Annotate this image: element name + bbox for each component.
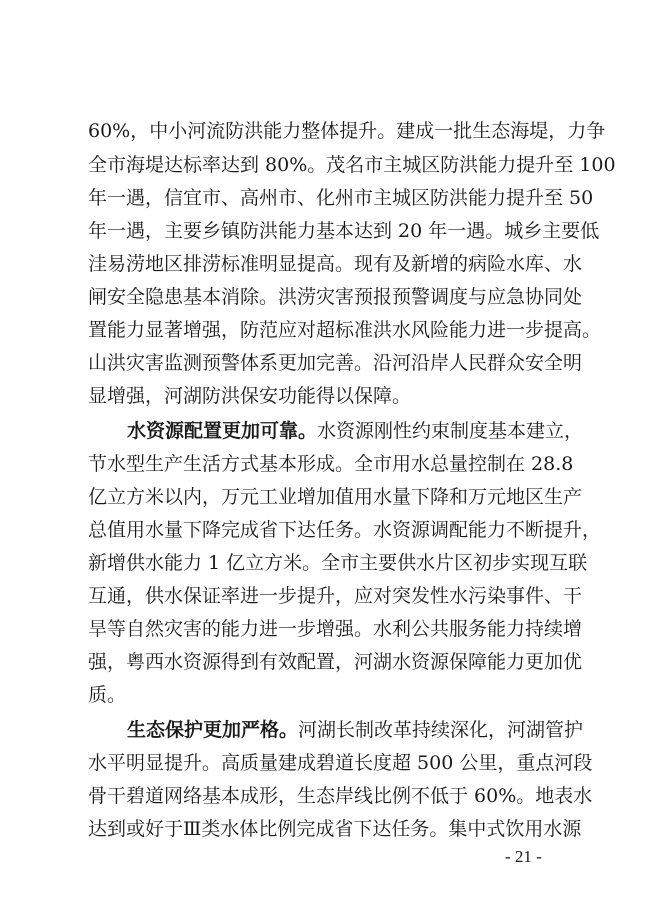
text-line: 互通，供水保证率进一步提升，应对突发性水污染事件、干 — [88, 585, 583, 607]
paragraph-first-line — [127, 418, 584, 444]
page-number: - 21 - — [505, 847, 542, 866]
text-line: 全市海堤达标率达到 80%。茂名市主城区防洪能力提升至 100 — [88, 154, 616, 176]
paragraph-heading: 水资源配置更加可靠。 — [127, 420, 318, 442]
text-line: 新增供水能力 1 亿立方米。全市主要供水片区初步实现互联 — [88, 552, 588, 574]
paragraph-heading: 生态保护更加严格。 — [127, 719, 299, 741]
text-line: 总值用水量下降完成省下达任务。水资源调配能力不断提升， — [88, 519, 602, 541]
text-line: 亿立方米以内，万元工业增加值用水量下降和万元地区生产 — [88, 486, 583, 508]
text-line: 骨干碧道网络基本成形，生态岸线比例不低于 60%。地表水 — [88, 785, 593, 807]
paragraph-first-line — [127, 717, 584, 743]
text-line: 山洪灾害监测预警体系更加完善。沿河沿岸人民群众安全明 — [88, 352, 583, 374]
text-line: 质。 — [88, 684, 127, 706]
text-line: 水平明显提升。高质量建成碧道长度超 500 公里，重点河段 — [88, 752, 593, 774]
text-line: 旱等自然灾害的能力进一步增强。水利公共服务能力持续增 — [88, 618, 583, 640]
text-span: 河湖长制改革持续深化，河湖管护 — [298, 719, 584, 741]
text-line: 60%，中小河流防洪能力整体提升。建成一批生态海堤，力争 — [88, 120, 606, 142]
text-line: 显增强，河湖防洪保安功能得以保障。 — [88, 385, 412, 407]
text-line: 置能力显著增强，防范应对超标准洪水风险能力进一步提高。 — [88, 319, 602, 341]
text-line: 强，粤西水资源得到有效配置，河湖水资源保障能力更加优 — [88, 651, 583, 673]
text-line: 节水型生产生活方式基本形成。全市用水总量控制在 28.8 — [88, 453, 574, 475]
text-line: 达到或好于Ⅲ类水体比例完成省下达任务。集中式饮用水源 — [88, 818, 582, 840]
text-line: 年一遇，信宜市、高州市、化州市主城区防洪能力提升至 50 — [88, 187, 594, 209]
text-span: 水资源刚性约束制度基本建立， — [317, 420, 584, 442]
text-line: 年一遇，主要乡镇防洪能力基本达到 20 年一遇。城乡主要低 — [88, 220, 600, 242]
text-line: 闸安全隐患基本消除。洪涝灾害预报预警调度与应急协同处 — [88, 286, 583, 308]
text-line: 洼易涝地区排涝标准明显提高。现有及新增的病险水库、水 — [88, 253, 583, 275]
